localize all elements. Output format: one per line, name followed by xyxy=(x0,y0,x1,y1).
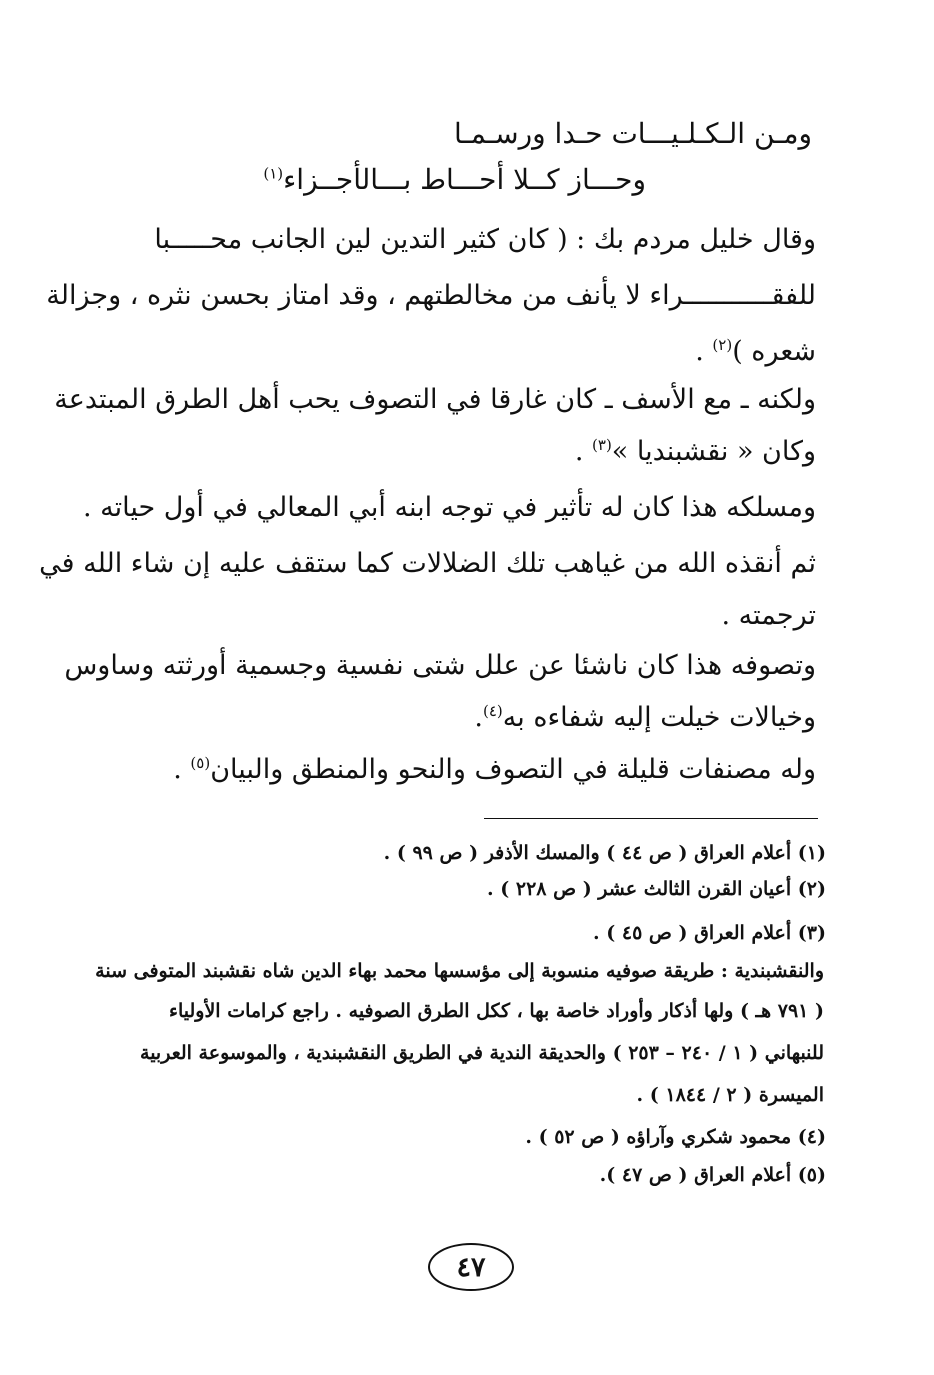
paragraph-5-line-2 xyxy=(474,698,816,738)
poem-line-1-text: ومـن الـكـلـيـــات حـدا ورسـمـا xyxy=(454,117,812,150)
footnote-4 xyxy=(525,1122,826,1152)
footnote-ref-5[interactable]: (٥) xyxy=(190,754,211,772)
paragraph-text: وتصوفه هذا كان ناشئا عن علل شتى نفسية وجسمية أورثته وساوس xyxy=(64,650,816,681)
footnote-3-note-line-1 xyxy=(95,956,824,986)
footnote-text: ( ٧٩١ هـ ) ولها أذكار وأوراد خاصة بها ، ككل الطرق الصوفيه . راجع كرامات الأولياء xyxy=(169,1000,824,1022)
footnote-5 xyxy=(600,1160,826,1190)
paragraph-1-line-2 xyxy=(46,276,816,316)
page-number: ٤٧ xyxy=(456,1251,486,1283)
paragraph-2-line-2 xyxy=(575,432,816,472)
paragraph-3-line-1 xyxy=(83,488,816,528)
footnote-1 xyxy=(384,838,826,868)
paragraph-6-line-1 xyxy=(173,750,816,790)
paragraph-2-line-1 xyxy=(54,380,816,420)
footnote-2 xyxy=(487,874,826,904)
footnote-3-note-line-2 xyxy=(169,996,824,1026)
footnote-text: (٥) أعلام العراق ( ص ٤٧ ). xyxy=(599,1164,826,1186)
paragraph-4-line-2 xyxy=(722,596,817,636)
paragraph-text: . xyxy=(695,336,713,367)
paragraph-text: وكان « نقشبنديا » xyxy=(611,436,816,467)
paragraph-text: وخيالات خيلت إليه شفاءه به xyxy=(502,702,816,733)
paragraph-5-line-1 xyxy=(64,646,816,686)
footnote-ref-4[interactable]: (٤) xyxy=(482,702,503,720)
footnote-text: (١) أعلام العراق ( ص ٤٤ ) والمسك الأذفر ( ص ٩٩ ) . xyxy=(383,842,826,864)
footnote-text: والنقشبندية : طريقة صوفيه منسوبة إلى مؤسسها محمد بهاء الدين شاه نقشبند المتوفى سنة xyxy=(95,960,824,982)
paragraph-1-line-1 xyxy=(154,220,816,260)
poem-line-1 xyxy=(454,114,812,154)
poem-line-2-text: وحـــاز كــلا أحـــاط بـــالأجــزاء xyxy=(283,163,646,196)
paragraph-text: . xyxy=(173,754,191,785)
paragraph-4-line-1 xyxy=(39,544,816,584)
footnote-3-note-line-4 xyxy=(637,1080,824,1110)
footnote-ref-1[interactable]: (١) xyxy=(263,164,284,183)
footnote-3-note-line-3 xyxy=(140,1038,824,1068)
footnote-3 xyxy=(593,918,826,948)
footnote-text: (٢) أعيان القرن الثالث عشر ( ص ٢٢٨ ) . xyxy=(487,878,826,900)
paragraph-text: ولكنه ـ مع الأسف ـ كان غارقا في التصوف يحب أهل الطرق المبتدعة xyxy=(54,384,816,415)
footnote-text: للنبهاني ( ١ / ٢٤٠ – ٢٥٣ ) والحديقة الندية في الطريق النقشبندية ، والموسوعة العربية xyxy=(140,1042,824,1064)
paragraph-text: ومسلكه هذا كان له تأثير في توجه ابنه أبي المعالي في أول حياته . xyxy=(82,492,816,523)
paragraph-text: للفقـــــــــــراء لا يأنف من مخالطتهم ، وقد امتاز بحسن نثره ، وجزالة xyxy=(46,280,816,311)
footnote-separator xyxy=(484,818,818,819)
paragraph-text: . xyxy=(574,436,593,467)
footnote-text: الميسرة ( ٢ / ١٨٤٤ ) . xyxy=(636,1084,824,1106)
footnote-ref-3[interactable]: (٣) xyxy=(592,436,612,454)
paragraph-text: ثم أنقذه الله من غياهب تلك الضلالات كما ستقف عليه إن شاء الله في xyxy=(39,548,816,579)
footnote-ref-2[interactable]: (٢) xyxy=(712,336,733,354)
footnote-text: (٤) محمود شكري وآراؤه ( ص ٥٢ ) . xyxy=(525,1126,826,1148)
paragraph-text: ترجمته . xyxy=(721,600,816,631)
paragraph-text: . xyxy=(474,702,483,733)
footnote-text: (٣) أعلام العراق ( ص ٤٥ ) . xyxy=(593,922,826,944)
poem-line-2 xyxy=(263,160,646,200)
paragraph-text: وقال خليل مردم بك : ( كان كثير التدين لين الجانب محـــــبا xyxy=(154,224,816,255)
paragraph-1-line-3 xyxy=(695,332,816,372)
paragraph-text: وله مصنفات قليلة في التصوف والنحو والمنطق والبيان xyxy=(210,754,816,785)
page-number-oval xyxy=(428,1243,514,1291)
paragraph-text: شعره ) xyxy=(732,336,816,367)
